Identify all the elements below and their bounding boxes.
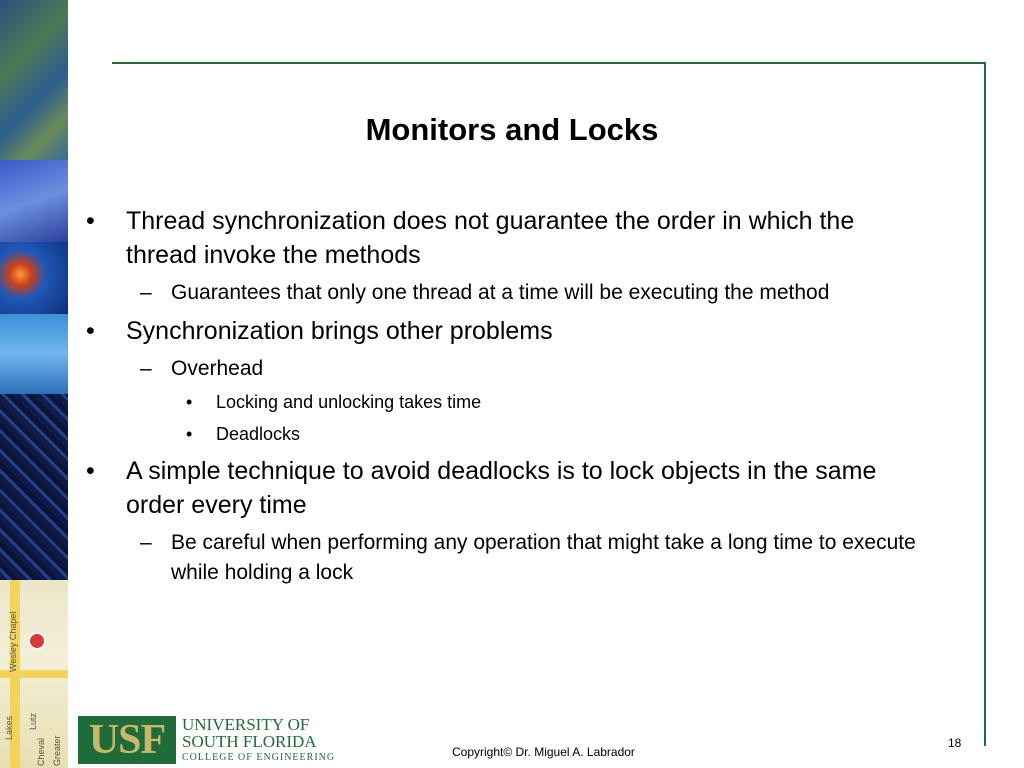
bullet-marker: – (140, 357, 152, 380)
usf-logo (78, 715, 336, 764)
map-label: Lakes (4, 715, 14, 740)
bullet-marker: • (86, 317, 95, 345)
phone-keypad-image (0, 314, 68, 394)
bullet-text: Thread synchronization does not guarantee the order in which the thread invoke the methods (126, 207, 855, 269)
bullet-marker: • (86, 457, 95, 485)
brain-scan-image (0, 242, 68, 314)
bullet-text: Overhead (171, 357, 264, 380)
right-divider-line (984, 62, 986, 746)
satellite-earth-image (0, 0, 68, 160)
bullet-marker: • (86, 207, 95, 235)
circuit-board-image (0, 394, 68, 580)
bullet-level-2 (86, 278, 916, 308)
satellite-clipart-image (0, 160, 68, 242)
bullet-level-3 (86, 390, 916, 414)
usf-logo-letters: USF (88, 717, 166, 763)
street-map-image (0, 580, 68, 768)
slide-content (86, 204, 916, 594)
bullet-marker: – (140, 281, 152, 304)
slide-title: Monitors and Locks (365, 112, 659, 147)
bullet-text: Guarantees that only one thread at a time will be executing the method (171, 281, 830, 304)
logo-college-line: COLLEGE OF ENGINEERING (182, 752, 336, 763)
bullet-level-1 (86, 454, 916, 522)
logo-south-florida-line: SOUTH FLORIDA (182, 732, 317, 751)
bullet-level-1 (86, 204, 916, 272)
top-divider-line (112, 62, 986, 64)
bullet-text: A simple technique to avoid deadlocks is to lock objects in the same order every time (126, 457, 877, 519)
map-pin-icon (28, 632, 46, 650)
map-label: Lutz (28, 712, 38, 730)
bullet-level-2 (86, 354, 916, 384)
bullet-text: Synchronization brings other problems (126, 317, 553, 345)
bullet-text: Locking and unlocking takes time (216, 392, 482, 412)
bullet-marker: – (140, 531, 152, 554)
bullet-text: Be careful when performing any operation that might take a long time to execute while holding a lock (171, 531, 916, 584)
map-label: Wesley Chapel (8, 611, 18, 672)
bullet-level-1 (86, 314, 916, 348)
bullet-text: Deadlocks (216, 424, 301, 444)
decorative-image-strip (0, 0, 68, 768)
copyright-text: Copyright© Dr. Miguel A. Labrador (452, 745, 635, 759)
usf-logo-mark (78, 716, 176, 764)
bullet-marker: • (186, 392, 193, 412)
map-label: Greater (52, 735, 62, 766)
page-number: 18 (948, 736, 962, 750)
bullet-marker: • (186, 424, 193, 444)
map-label: Cheval (36, 737, 46, 766)
logo-university-line: UNIVERSITY OF (182, 715, 310, 734)
bullet-level-3 (86, 422, 916, 446)
bullet-level-2 (86, 528, 916, 588)
